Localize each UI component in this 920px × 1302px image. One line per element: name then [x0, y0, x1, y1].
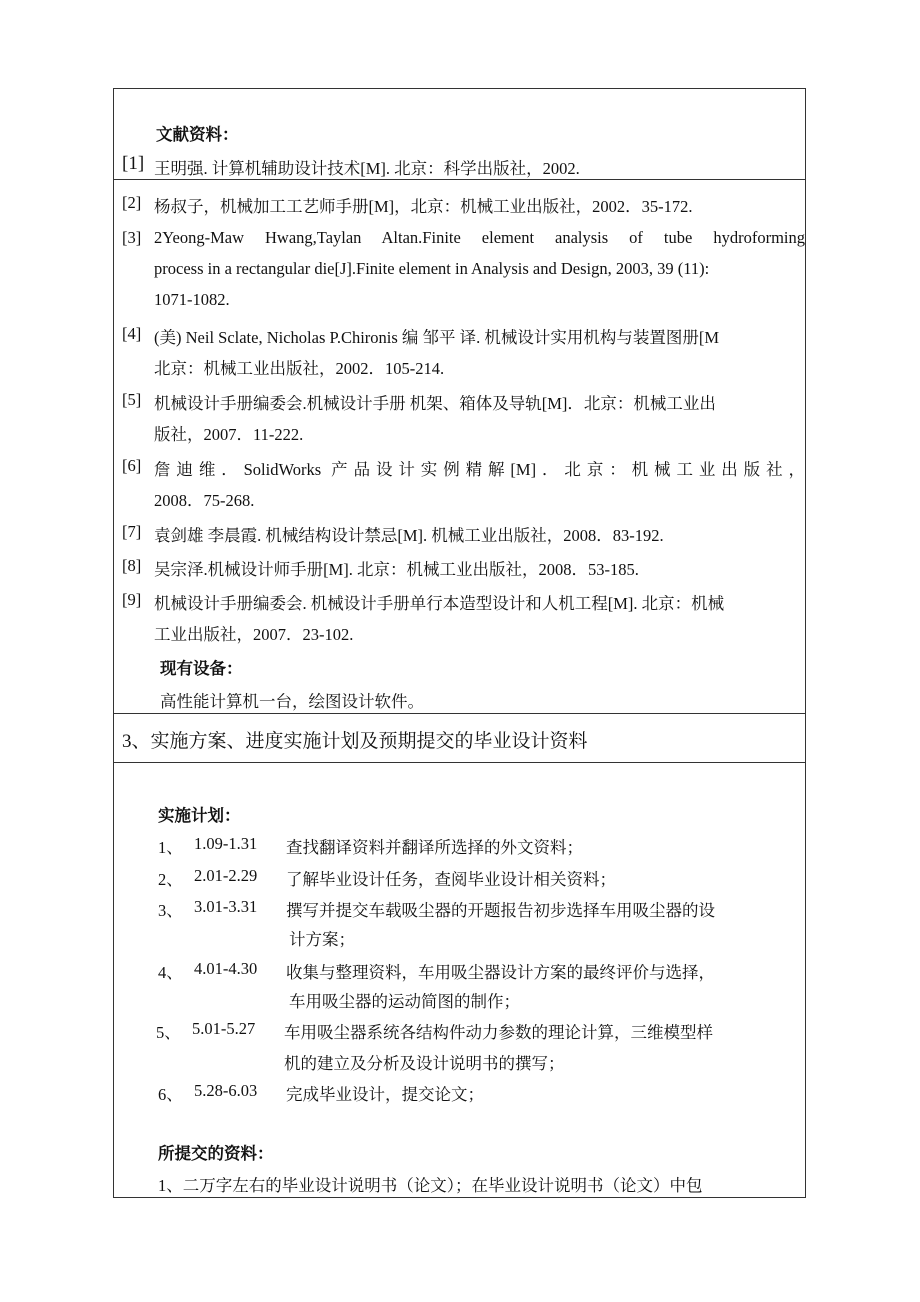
- reference-text: 袁剑雄 李晨霞. 机械结构设计禁忌[M]. 机械工业出版社，2008．83-192.: [154, 526, 664, 545]
- reference-number: [2]: [122, 193, 142, 212]
- reference-number: [8]: [122, 556, 142, 575]
- reference-text: 吴宗泽.机械设计师手册[M]. 北京：机械工业出版社，2008．53-185.: [154, 560, 639, 579]
- plan-text: 收集与整理资料，车用吸尘器设计方案的最终评价与选择，: [286, 963, 715, 982]
- document-table: [113, 88, 806, 1198]
- reference-text: 2008．75-268.: [154, 491, 255, 510]
- section-title: 3、实施方案、进度实施计划及预期提交的毕业设计资料: [122, 731, 588, 752]
- reference-text: 王明强. 计算机辅助设计技术[M]. 北京：科学出版社，2002.: [154, 159, 580, 178]
- reference-text: 杨叔子，机械加工工艺师手册[M]，北京：机械工业出版社，2002．35-172.: [154, 197, 693, 216]
- submitted-heading: 所提交的资料：: [158, 1144, 274, 1163]
- reference-text: 机械设计手册编委会.机械设计手册 机架、箱体及导轨[M]．北京：机械工业出: [154, 394, 716, 413]
- reference-text: 2Yeong-Maw Hwang,Taylan Altan.Finite element analysis of tube hydroforming: [154, 228, 805, 247]
- plan-date: 5.01-5.27: [192, 1019, 256, 1038]
- plan-date: 5.28-6.03: [194, 1081, 258, 1100]
- reference-text: (美) Neil Sclate, Nicholas P.Chironis 编 邹平 译. 机械设计实用机构与装置图册[M: [154, 328, 720, 347]
- plan-text: 机的建立及分析及设计说明书的撰写；: [284, 1054, 565, 1073]
- row-divider: [114, 179, 805, 180]
- reference-number: [6]: [122, 456, 142, 475]
- submitted-text: 1、二万字左右的毕业设计说明书（论文）；在毕业设计说明书（论文）中包: [158, 1176, 703, 1195]
- reference-number: [1]: [122, 153, 145, 174]
- reference-text: 詹迪维．SolidWorks 产品设计实例精解[M]．北京：机械工业出版社，: [154, 460, 805, 479]
- equipment-text: 高性能计算机一台，绘图设计软件。: [160, 692, 424, 711]
- plan-text: 计方案；: [289, 930, 355, 949]
- plan-text: 车用吸尘器系统各结构件动力参数的理论计算，三维模型样: [284, 1023, 713, 1042]
- reference-number: [3]: [122, 228, 142, 247]
- references-heading: 文献资料：: [156, 125, 239, 144]
- plan-date: 4.01-4.30: [194, 959, 258, 978]
- equipment-heading: 现有设备：: [160, 659, 243, 678]
- plan-number: 2、: [158, 870, 183, 889]
- plan-date: 3.01-3.31: [194, 897, 258, 916]
- reference-text: 工业出版社，2007．23-102.: [154, 625, 354, 644]
- plan-text: 车用吸尘器的运动简图的制作；: [289, 992, 520, 1011]
- reference-text: process in a rectangular die[J].Finite element in Analysis and Design, 2003, 39 (11):: [154, 259, 710, 278]
- plan-number: 3、: [158, 901, 183, 920]
- reference-text: 1071-1082.: [154, 290, 230, 309]
- reference-number: [5]: [122, 390, 142, 409]
- plan-number: 1、: [158, 838, 183, 857]
- plan-text: 完成毕业设计，提交论文；: [286, 1085, 484, 1104]
- row-divider: [114, 713, 805, 714]
- plan-date: 1.09-1.31: [194, 834, 258, 853]
- plan-number: 5、: [156, 1023, 181, 1042]
- reference-text: 机械设计手册编委会. 机械设计手册单行本造型设计和人机工程[M]. 北京：机械: [154, 594, 725, 613]
- plan-number: 6、: [158, 1085, 183, 1104]
- plan-number: 4、: [158, 963, 183, 982]
- reference-number: [7]: [122, 522, 142, 541]
- reference-text: 版社，2007．11-222.: [154, 425, 304, 444]
- plan-date: 2.01-2.29: [194, 866, 258, 885]
- plan-text: 了解毕业设计任务，查阅毕业设计相关资料；: [286, 870, 616, 889]
- reference-text: 北京：机械工业出版社，2002．105-214.: [154, 359, 445, 378]
- plan-heading: 实施计划：: [158, 806, 241, 825]
- reference-number: [4]: [122, 324, 142, 343]
- plan-text: 撰写并提交车载吸尘器的开题报告初步选择车用吸尘器的设: [286, 901, 715, 920]
- reference-number: [9]: [122, 590, 142, 609]
- row-divider: [114, 762, 805, 763]
- plan-text: 查找翻译资料并翻译所选择的外文资料；: [286, 838, 583, 857]
